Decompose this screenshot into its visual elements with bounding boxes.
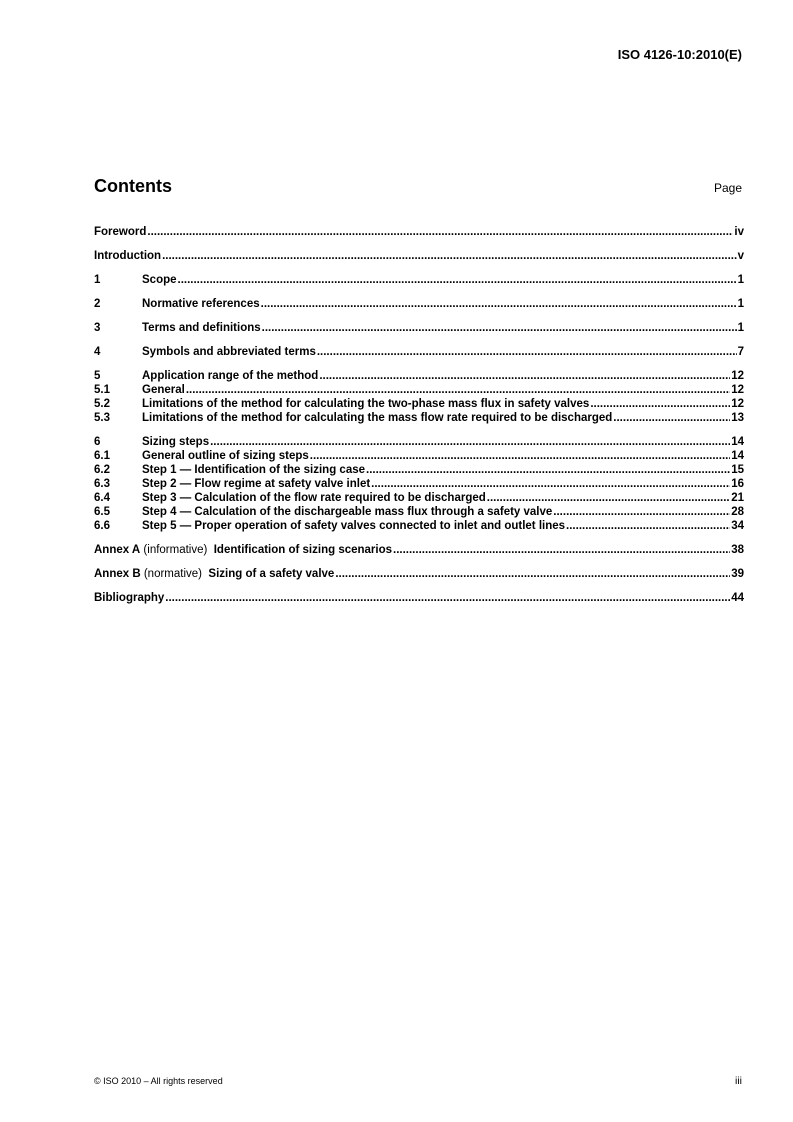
toc-dot-leader — [590, 397, 730, 411]
toc-entry-number: 6 — [94, 436, 101, 448]
toc-dot-leader — [165, 591, 730, 605]
toc-entry-title-text: Step 1 — Identification of the sizing case — [142, 464, 366, 476]
toc-entry-title-text: Limitations of the method for calculating the two-phase mass flux in safety valves — [142, 398, 590, 410]
toc-entry-title — [142, 345, 316, 359]
toc-entry-title-text: Sizing steps — [142, 436, 210, 448]
contents-heading: Contents — [94, 176, 172, 196]
toc-entry-annex-title: Identification of sizing scenarios — [213, 544, 393, 556]
toc-entry-number: 6.4 — [94, 492, 110, 504]
toc-entry-page: 1 — [737, 274, 744, 286]
toc-entry[interactable] — [94, 491, 744, 505]
toc-dot-leader — [366, 463, 730, 477]
toc-entry-title-text: Annex A — [94, 544, 141, 556]
toc-entry[interactable] — [94, 321, 744, 335]
toc-entry-number: 5.2 — [94, 398, 110, 410]
toc-entry-title — [142, 369, 318, 383]
toc-entry-page: 16 — [731, 478, 744, 490]
toc-dot-leader — [613, 411, 730, 425]
toc-entry[interactable] — [94, 505, 744, 519]
toc-entry-page: 15 — [731, 464, 744, 476]
toc-entry-annex-title: Sizing of a safety valve — [208, 568, 335, 580]
toc-entry-page: 14 — [731, 450, 744, 462]
toc-entry-title-text: Limitations of the method for calculating the mass flow rate required to be discharged — [142, 412, 613, 424]
toc-entry[interactable] — [94, 297, 744, 311]
toc-entry-title-text: Introduction — [94, 250, 162, 262]
toc-entry-title-text: Symbols and abbreviated terms — [142, 346, 316, 358]
toc-entry-number: 6.2 — [94, 464, 110, 476]
toc-entry-title — [142, 273, 177, 287]
toc-entry[interactable] — [94, 397, 744, 411]
toc-entry-page: 21 — [731, 492, 744, 504]
toc-dot-leader — [147, 225, 733, 239]
toc-entry-title-text: Step 4 — Calculation of the dischargeable mass flux through a safety valve — [142, 506, 553, 518]
toc-entry-page: 14 — [731, 436, 744, 448]
toc-entry-page: iv — [734, 226, 744, 238]
toc-entry-number: 6.3 — [94, 478, 110, 490]
toc-dot-leader — [319, 369, 730, 383]
toc-entry[interactable] — [94, 567, 744, 581]
toc-entry-title — [142, 449, 309, 463]
toc-entry[interactable] — [94, 435, 744, 449]
toc-entry-title-text: Normative references — [142, 298, 260, 310]
toc-entry[interactable] — [94, 369, 744, 383]
toc-dot-leader — [317, 345, 737, 359]
toc-entry-page: 13 — [731, 412, 744, 424]
toc-entry[interactable] — [94, 273, 744, 287]
toc-dot-leader — [210, 435, 730, 449]
toc-entry-number: 6.5 — [94, 506, 110, 518]
toc-entry[interactable] — [94, 225, 744, 239]
toc-entry-title-text: Scope — [142, 274, 177, 286]
toc-entry-title — [142, 505, 552, 519]
toc-entry-title-text: Bibliography — [94, 592, 165, 604]
toc-dot-leader — [566, 519, 730, 533]
toc-dot-leader — [553, 505, 730, 519]
toc-entry-title-text: General — [142, 384, 185, 396]
toc-entry-title — [94, 543, 392, 557]
toc-entry-number: 5 — [94, 370, 101, 382]
toc-entry[interactable] — [94, 477, 744, 491]
toc-entry-title — [142, 321, 261, 335]
table-of-contents — [94, 225, 744, 605]
toc-entry-page: 1 — [737, 322, 744, 334]
toc-entry[interactable] — [94, 411, 744, 425]
toc-entry-page: 12 — [731, 398, 744, 410]
toc-dot-leader — [371, 477, 730, 491]
page-number: iii — [735, 1075, 742, 1087]
toc-entry[interactable] — [94, 249, 744, 263]
copyright-notice: © ISO 2010 – All rights reserved — [94, 1076, 223, 1086]
toc-entry[interactable] — [94, 383, 744, 397]
toc-entry-number: 1 — [94, 274, 101, 286]
toc-entry-page: 34 — [731, 520, 744, 532]
toc-entry-title-text: Annex B — [94, 568, 141, 580]
toc-entry-title — [142, 411, 612, 425]
toc-dot-leader — [393, 543, 730, 557]
toc-entry-title-text: Step 2 — Flow regime at safety valve inlet — [142, 478, 371, 490]
toc-entry-title — [142, 519, 565, 533]
toc-entry-title-text: Step 3 — Calculation of the flow rate required to be discharged — [142, 492, 486, 504]
toc-entry-page: 7 — [737, 346, 744, 358]
toc-entry[interactable] — [94, 345, 744, 359]
toc-entry[interactable] — [94, 519, 744, 533]
toc-dot-leader — [178, 273, 737, 287]
toc-entry-annex-type: (normative) — [140, 568, 209, 580]
toc-entry-title — [142, 491, 486, 505]
toc-entry-title-text: General outline of sizing steps — [142, 450, 309, 462]
toc-entry-page: 1 — [737, 298, 744, 310]
toc-entry[interactable] — [94, 543, 744, 557]
toc-entry-page: 38 — [731, 544, 744, 556]
toc-entry-page: 12 — [731, 384, 744, 396]
toc-entry-page: v — [737, 250, 744, 262]
toc-entry-title — [142, 435, 209, 449]
toc-entry-title — [142, 463, 365, 477]
toc-entry-page: 44 — [731, 592, 744, 604]
toc-entry-title — [94, 249, 161, 263]
toc-entry-number: 2 — [94, 298, 101, 310]
toc-dot-leader — [335, 567, 730, 581]
toc-entry-title-text: Terms and definitions — [142, 322, 261, 334]
toc-entry-title — [142, 397, 589, 411]
toc-entry-title-text: Step 5 — Proper operation of safety valves connected to inlet and outlet lines — [142, 520, 566, 532]
toc-entry-title-text: Foreword — [94, 226, 147, 238]
toc-entry[interactable] — [94, 463, 744, 477]
document-id: ISO 4126-10:2010(E) — [617, 47, 742, 62]
toc-dot-leader — [310, 449, 730, 463]
toc-entry[interactable] — [94, 591, 744, 605]
toc-entry-page: 28 — [731, 506, 744, 518]
page-column-label: Page — [713, 181, 742, 195]
toc-entry-title-text: Application range of the method — [142, 370, 319, 382]
toc-dot-leader — [262, 321, 737, 335]
toc-entry-annex-type: (informative) — [140, 544, 214, 556]
toc-entry-title — [142, 383, 185, 397]
toc-dot-leader — [162, 249, 737, 263]
toc-entry-title — [94, 225, 146, 239]
toc-entry-title — [142, 297, 260, 311]
toc-entry-number: 6.1 — [94, 450, 110, 462]
toc-dot-leader — [261, 297, 737, 311]
toc-entry-number: 4 — [94, 346, 101, 358]
toc-dot-leader — [186, 383, 730, 397]
toc-entry-page: 12 — [731, 370, 744, 382]
toc-entry-number: 5.3 — [94, 412, 110, 424]
toc-entry-number: 5.1 — [94, 384, 110, 396]
toc-entry-page: 39 — [731, 568, 744, 580]
toc-entry[interactable] — [94, 449, 744, 463]
toc-entry-number: 6.6 — [94, 520, 110, 532]
toc-entry-title — [94, 591, 164, 605]
toc-entry-title — [142, 477, 370, 491]
toc-entry-title — [94, 567, 334, 581]
toc-dot-leader — [487, 491, 730, 505]
toc-entry-number: 3 — [94, 322, 101, 334]
